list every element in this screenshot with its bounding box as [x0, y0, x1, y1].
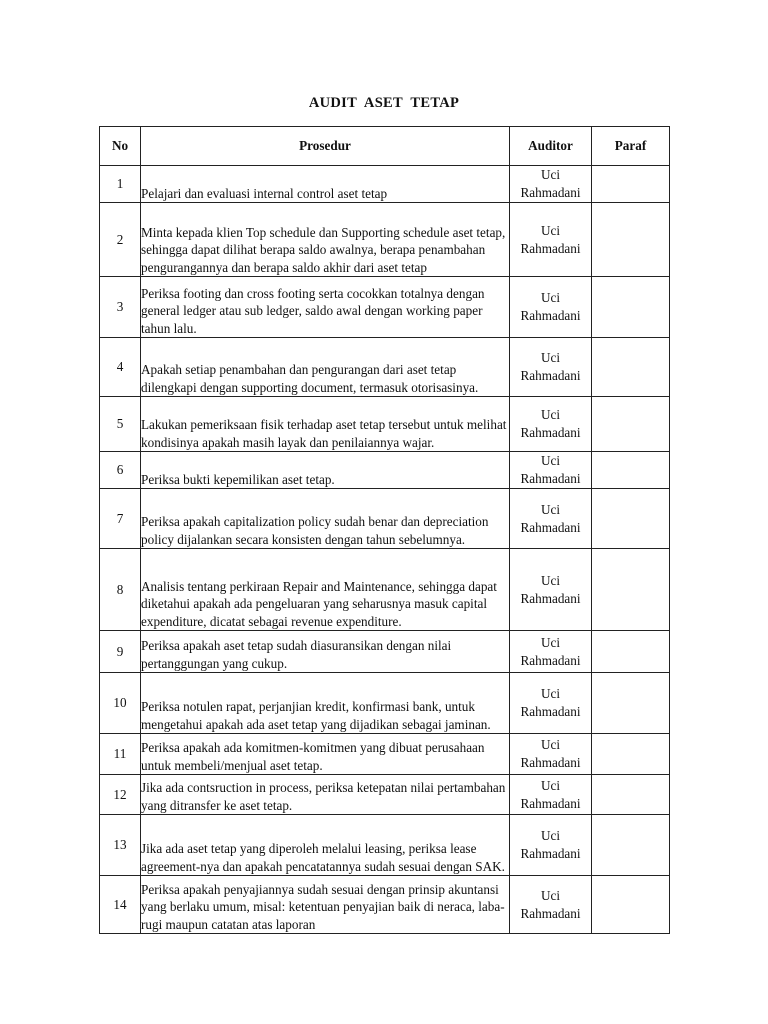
- procedure-text: Periksa bukti kepemilikan aset tetap.: [141, 452, 510, 489]
- auditor-first-name: Uci: [540, 572, 561, 588]
- row-number: 8: [100, 549, 141, 631]
- procedure-text: Jika ada aset tetap yang diperoleh melalui leasing, periksa lease agreement-nya dan apakah pencatatannya sudah sesuai dengan SAK.: [141, 815, 510, 876]
- table-row: [100, 815, 670, 876]
- procedure-text: Pelajari dan evaluasi internal control aset tetap: [141, 166, 510, 203]
- paraf-cell[interactable]: [592, 631, 670, 673]
- paraf-cell[interactable]: [592, 489, 670, 549]
- auditor-first-name: Uci: [540, 686, 561, 701]
- auditor-first-name: Uci: [540, 737, 561, 752]
- paraf-cell[interactable]: [592, 203, 670, 277]
- auditor-cell: [510, 397, 592, 452]
- row-number: 9: [100, 631, 141, 673]
- row-number: 13: [100, 815, 141, 876]
- row-number: 1: [100, 166, 141, 203]
- paraf-cell[interactable]: [592, 775, 670, 815]
- auditor-last-name: Rahmadani: [520, 905, 581, 921]
- paraf-cell[interactable]: [592, 734, 670, 775]
- auditor-last-name: Rahmadani: [520, 846, 581, 861]
- procedure-text: Periksa apakah ada komitmen-komitmen yang dibuat perusahaan untuk membeli/menjual aset tetap.: [141, 734, 510, 775]
- table-row: [100, 673, 670, 734]
- paraf-cell[interactable]: [592, 338, 670, 397]
- header-prosedur: Prosedur: [141, 127, 510, 166]
- procedure-text: Minta kepada klien Top schedule dan Supporting schedule aset tetap, sehingga dapat dilihat berapa saldo awalnya, berapa penambahan pengurangannya dan berapa saldo akhir dari aset tetap: [141, 203, 510, 277]
- procedure-text: Periksa apakah aset tetap sudah diasuransikan dengan nilai pertanggungan yang cukup.: [141, 631, 510, 673]
- procedure-text: Apakah setiap penambahan dan pengurangan dari aset tetap dilengkapi dengan supporting document, termasuk otorisasinya.: [141, 338, 510, 397]
- paraf-cell[interactable]: [592, 397, 670, 452]
- auditor-cell: [510, 338, 592, 397]
- table-header-row: [100, 127, 670, 166]
- row-number: 11: [100, 734, 141, 775]
- procedure-text: Analisis tentang perkiraan Repair and Maintenance, sehingga dapat diketahui apakah ada pengeluaran yang seharusnya masuk capital expenditure, dicatat sebagai revenue expenditure.: [141, 549, 510, 631]
- header-paraf: Paraf: [592, 127, 670, 166]
- table-row: [100, 203, 670, 277]
- auditor-cell: [510, 203, 592, 277]
- procedure-text: Jika ada contsruction in process, periksa ketepatan nilai pertambahan yang ditransfer ke aset tetap.: [141, 775, 510, 815]
- auditor-cell: [510, 673, 592, 734]
- auditor-cell: [510, 631, 592, 673]
- auditor-first-name: Uci: [540, 634, 561, 650]
- auditor-first-name: Uci: [540, 407, 561, 422]
- auditor-last-name: Rahmadani: [520, 471, 581, 486]
- row-number: 2: [100, 203, 141, 277]
- table-row: [100, 166, 670, 203]
- paraf-cell[interactable]: [592, 166, 670, 203]
- paraf-cell[interactable]: [592, 452, 670, 489]
- auditor-first-name: Uci: [540, 501, 561, 517]
- procedure-text: Periksa footing dan cross footing serta cocokkan totalnya dengan general ledger atau sub ledger, saldo awal dengan working paper tahun lalu.: [141, 277, 510, 338]
- table-row: [100, 338, 670, 397]
- auditor-last-name: Rahmadani: [520, 425, 581, 440]
- auditor-last-name: Rahmadani: [520, 590, 581, 606]
- row-number: 12: [100, 775, 141, 815]
- header-auditor: Auditor: [510, 127, 592, 166]
- row-number: 14: [100, 876, 141, 934]
- row-number: 6: [100, 452, 141, 489]
- row-number: 7: [100, 489, 141, 549]
- auditor-cell: [510, 549, 592, 631]
- auditor-first-name: Uci: [540, 290, 561, 305]
- paraf-cell[interactable]: [592, 277, 670, 338]
- page-title: AUDIT ASET TETAP: [308, 95, 460, 111]
- table-row: [100, 452, 670, 489]
- auditor-last-name: Rahmadani: [520, 755, 581, 770]
- auditor-last-name: Rahmadani: [520, 519, 581, 535]
- auditor-cell: [510, 489, 592, 549]
- auditor-last-name: Rahmadani: [520, 652, 581, 668]
- paraf-cell[interactable]: [592, 815, 670, 876]
- auditor-first-name: Uci: [540, 828, 561, 843]
- auditor-last-name: Rahmadani: [520, 704, 581, 719]
- auditor-first-name: Uci: [540, 167, 561, 182]
- auditor-first-name: Uci: [540, 887, 561, 903]
- paraf-cell[interactable]: [592, 549, 670, 631]
- auditor-first-name: Uci: [540, 222, 561, 238]
- table-row: [100, 397, 670, 452]
- auditor-first-name: Uci: [540, 453, 561, 468]
- procedure-text: Lakukan pemeriksaan fisik terhadap aset tetap tersebut untuk melihat kondisinya apakah masih layak dan penilaiannya wajar.: [141, 397, 510, 452]
- paraf-cell[interactable]: [592, 876, 670, 934]
- table-row: [100, 775, 670, 815]
- auditor-cell: [510, 452, 592, 489]
- procedure-text: Periksa apakah penyajiannya sudah sesuai dengan prinsip akuntansi yang berlaku umum, misal: ketentuan penyajian baik di neraca, laba-rugi maupun catatan atas laporan: [141, 876, 510, 934]
- auditor-cell: [510, 734, 592, 775]
- table-row: [100, 734, 670, 775]
- auditor-last-name: Rahmadani: [520, 308, 581, 323]
- table-row: [100, 631, 670, 673]
- procedure-text: Periksa apakah capitalization policy sudah benar dan depreciation policy dijalankan secara konsisten dengan tahun sebelumnya.: [141, 489, 510, 549]
- row-number: 10: [100, 673, 141, 734]
- table-row: [100, 489, 670, 549]
- auditor-last-name: Rahmadani: [520, 240, 581, 256]
- row-number: 5: [100, 397, 141, 452]
- table-row: [100, 277, 670, 338]
- table-row: [100, 549, 670, 631]
- auditor-cell: [510, 815, 592, 876]
- paraf-cell[interactable]: [592, 673, 670, 734]
- procedure-text: Periksa notulen rapat, perjanjian kredit, konfirmasi bank, untuk mengetahui apakah ada aset tetap yang dijadikan sebagai jaminan.: [141, 673, 510, 734]
- auditor-cell: [510, 277, 592, 338]
- row-number: 4: [100, 338, 141, 397]
- auditor-cell: [510, 876, 592, 934]
- header-no: No: [100, 127, 141, 166]
- audit-procedure-table: [99, 126, 670, 934]
- auditor-first-name: Uci: [540, 777, 561, 793]
- auditor-last-name: Rahmadani: [520, 185, 581, 200]
- row-number: 3: [100, 277, 141, 338]
- auditor-cell: [510, 166, 592, 203]
- auditor-last-name: Rahmadani: [520, 795, 581, 811]
- auditor-last-name: Rahmadani: [520, 368, 581, 383]
- table-row: [100, 876, 670, 934]
- auditor-first-name: Uci: [540, 350, 561, 365]
- auditor-cell: [510, 775, 592, 815]
